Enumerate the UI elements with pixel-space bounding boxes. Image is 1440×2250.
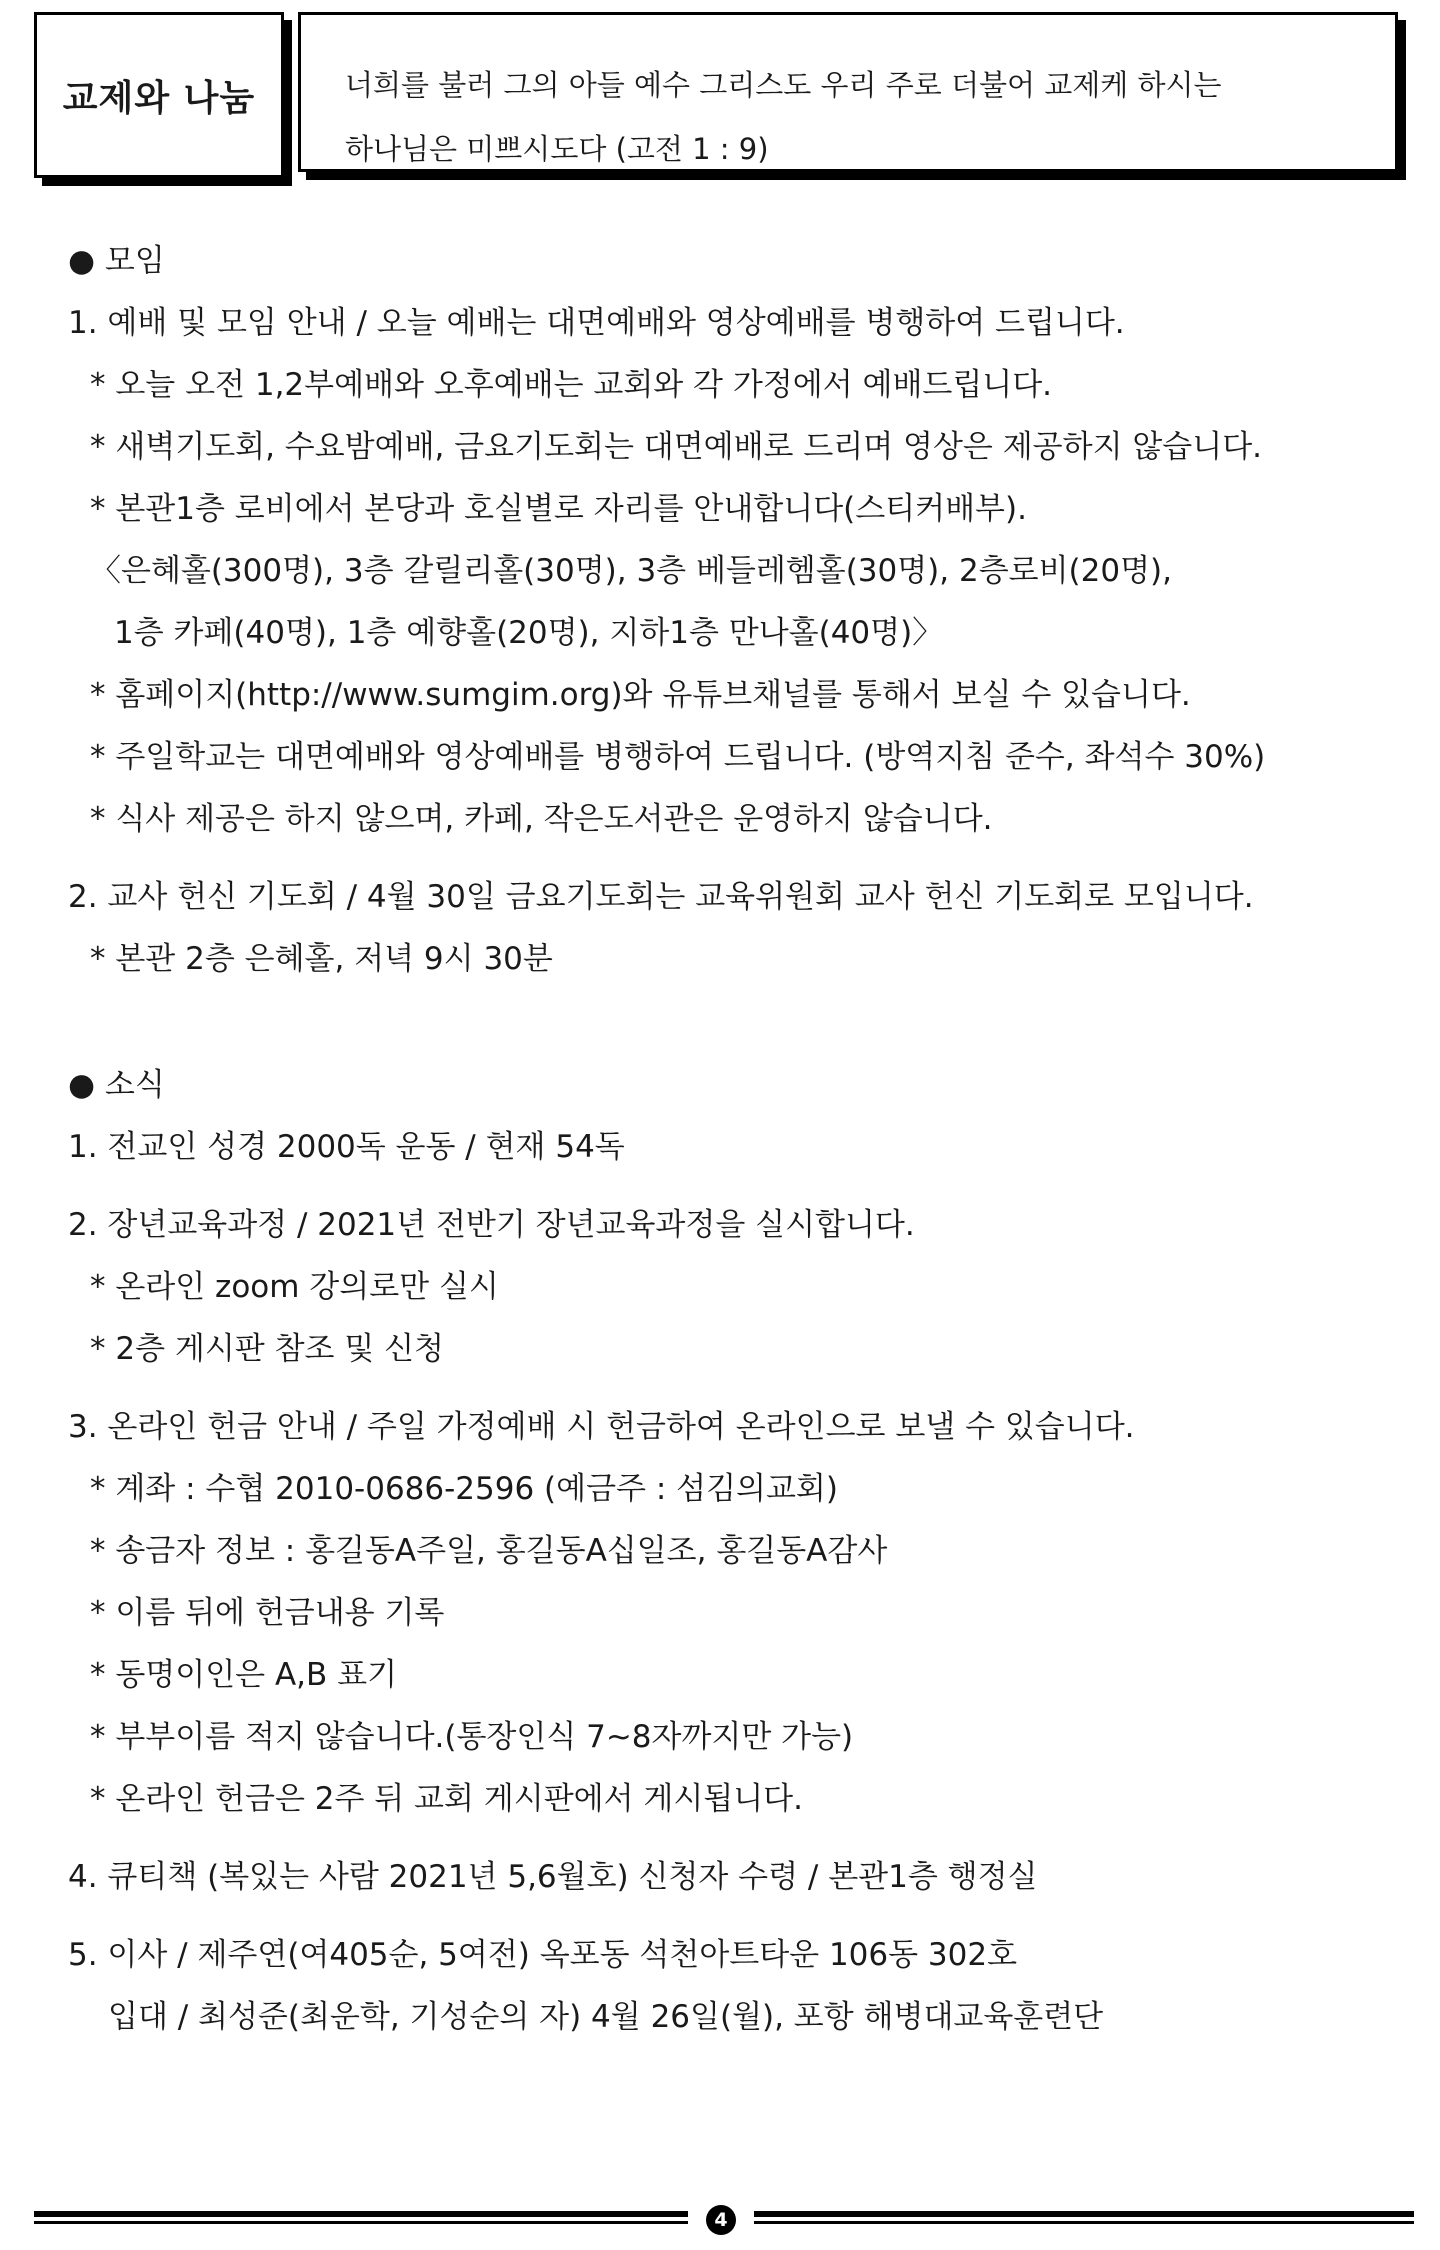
- news-item-5-detail: 입대 / 최성준(최운학, 기성순의 자) 4월 26일(월), 포항 해병대교육훈련단: [108, 1999, 1104, 2035]
- gathering-item-2-detail: * 본관 2층 은혜홀, 저녁 9시 30분: [90, 941, 553, 977]
- news-item-3-detail: * 온라인 헌금은 2주 뒤 교회 게시판에서 게시됩니다.: [90, 1781, 803, 1817]
- news-item-2-detail: * 온라인 zoom 강의로만 실시: [90, 1269, 499, 1305]
- bible-verse-line-1: 너희를 불러 그의 아들 예수 그리스도 우리 주로 더불어 교제케 하시는: [345, 68, 1222, 102]
- gathering-item-1-detail: * 주일학교는 대면예배와 영상예배를 병행하여 드립니다. (방역지침 준수, 좌석수 30%): [90, 739, 1266, 775]
- news-item-1-title: 1. 전교인 성경 2000독 운동 / 현재 54독: [68, 1129, 625, 1165]
- gathering-item-1-detail: * 홈페이지(http://www.sumgim.org)와 유튜브채널를 통해서 보실 수 있습니다.: [90, 677, 1191, 713]
- page-footer: [34, 2205, 1414, 2237]
- gathering-heading: ● 모임: [68, 243, 165, 279]
- gathering-item-1-title: 1. 예배 및 모임 안내 / 오늘 예배는 대면예배와 영상예배를 병행하여 드립니다.: [68, 305, 1125, 341]
- section-title: 교제와 나눔: [62, 77, 256, 119]
- news-item-3-title: 3. 온라인 헌금 안내 / 주일 가정예배 시 헌금하여 온라인으로 보낼 수 있습니다.: [68, 1409, 1135, 1445]
- gathering-item-1-detail: * 식사 제공은 하지 않으며, 카페, 작은도서관은 운영하지 않습니다.: [90, 801, 993, 837]
- news-item-2-title: 2. 장년교육과정 / 2021년 전반기 장년교육과정을 실시합니다.: [68, 1207, 915, 1243]
- footer-rule-right: [754, 2211, 1414, 2217]
- gathering-item-1-detail: * 오늘 오전 1,2부예배와 오후예배는 교회와 각 가정에서 예배드립니다.: [90, 367, 1053, 403]
- gathering-item-1-detail: * 본관1층 로비에서 본당과 호실별로 자리를 안내합니다(스티커배부).: [90, 491, 1027, 527]
- header: [34, 12, 1412, 182]
- news-item-3-detail: * 송금자 정보 : 홍길동A주일, 홍길동A십일조, 홍길동A감사: [90, 1533, 888, 1569]
- bible-verse-box: [298, 12, 1398, 172]
- news-item-3-detail: * 동명이인은 A,B 표기: [90, 1657, 398, 1693]
- gathering-item-2-title: 2. 교사 헌신 기도회 / 4월 30일 금요기도회는 교육위원회 교사 헌신 기도회로 모입니다.: [68, 879, 1254, 915]
- section-title-box: [34, 12, 284, 178]
- bible-verse-line-2: 하나님은 미쁘시도다 (고전 1 : 9): [345, 132, 769, 166]
- gathering-item-1-detail: 1층 카페(40명), 1층 예향홀(20명), 지하1층 만나홀(40명)〉: [114, 615, 944, 651]
- gathering-item-1-detail: 〈은혜홀(300명), 3층 갈릴리홀(30명), 3층 베들레헴홀(30명), 2층로비(20명),: [90, 553, 1172, 589]
- footer-rule-left: [34, 2211, 688, 2217]
- footer-rule-right-thin: [754, 2221, 1414, 2224]
- news-item-3-detail: * 이름 뒤에 헌금내용 기록: [90, 1595, 445, 1631]
- news-heading: ● 소식: [68, 1067, 165, 1103]
- footer-rule-left-thin: [34, 2221, 688, 2224]
- bulletin-content: [68, 230, 1408, 2048]
- news-item-5-title: 5. 이사 / 제주연(여405순, 5여전) 옥포동 석천아트타운 106동 302호: [68, 1937, 1018, 1973]
- gathering-item-1-detail: * 새벽기도회, 수요밤예배, 금요기도회는 대면예배로 드리며 영상은 제공하지 않습니다.: [90, 429, 1263, 465]
- news-item-3-detail: * 계좌 : 수협 2010-0686-2596 (예금주 : 섬김의교회): [90, 1471, 838, 1507]
- page-number: 4: [706, 2205, 736, 2235]
- news-item-4-title: 4. 큐티책 (복있는 사람 2021년 5,6월호) 신청자 수령 / 본관1층 행정실: [68, 1859, 1038, 1895]
- news-item-2-detail: * 2층 게시판 참조 및 신청: [90, 1331, 445, 1367]
- news-item-3-detail: * 부부이름 적지 않습니다.(통장인식 7~8자까지만 가능): [90, 1719, 854, 1755]
